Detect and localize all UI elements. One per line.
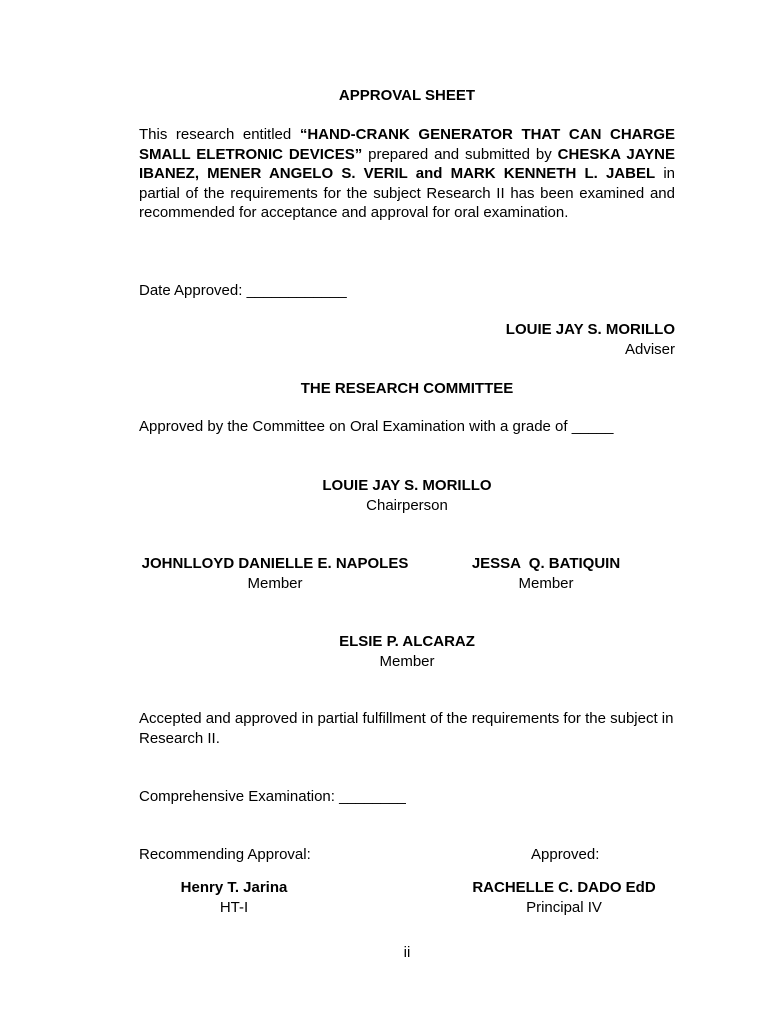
member3-role: Member (379, 652, 435, 670)
date-approved: Date Approved: ____________ (139, 282, 347, 299)
chairperson-name: LOUIE JAY S. MORILLO (322, 477, 492, 494)
approver-block (449, 878, 679, 917)
page-number: ii (403, 944, 411, 961)
approved-label: Approved: (531, 846, 600, 863)
adviser-name: LOUIE JAY S. MORILLO (505, 321, 675, 338)
comprehensive-exam: Comprehensive Examination: ________ (139, 788, 406, 805)
authors: CHESKA JAYNE IBANEZ, MENER ANGELO S. VERIL and MARK KENNETH L. JABEL (139, 145, 675, 182)
research-title: “HAND-CRANK GENERATOR THAT CAN CHARGE SMALL ELETRONIC DEVICES” (139, 126, 675, 163)
member2-block (446, 554, 646, 593)
recommender-name: Henry T. Jarina (180, 879, 288, 896)
committee-text: Approved by the Committee on Oral Examination with a grade of _____ (139, 418, 614, 435)
member1-block (125, 554, 425, 593)
acceptance-text: Accepted and approved in partial fulfillment of the requirements for the subject in Research II. (139, 710, 674, 747)
recommender-role: HT-I (219, 898, 249, 916)
intro-text-1: This research entitled (139, 126, 300, 143)
intro-paragraph (139, 125, 675, 223)
page-title: APPROVAL SHEET (338, 87, 476, 104)
intro-text-2: prepared and submitted by (362, 145, 558, 163)
adviser-role: Adviser (624, 340, 675, 358)
member1-role: Member (247, 574, 303, 592)
member1-name: JOHNLLOYD DANIELLE E. NAPOLES (141, 555, 409, 572)
intro-text-3: in partial of the requirements for the subject Research II has been examined and recommended for acceptance and approval for oral examination. (139, 165, 676, 221)
recommender-block (134, 878, 334, 917)
member3-name: ELSIE P. ALCARAZ (339, 633, 475, 650)
member2-name: JESSA Q. BATIQUIN (471, 555, 621, 572)
chairperson-block (0, 476, 768, 515)
committee-heading: THE RESEARCH COMMITTEE (300, 380, 514, 397)
approver-role: Principal IV (526, 898, 602, 916)
member3-block (0, 632, 768, 671)
chairperson-role: Chairperson (366, 496, 448, 514)
recommending-label: Recommending Approval: (139, 846, 311, 863)
approver-name: RACHELLE C. DADO EdD (472, 879, 656, 896)
adviser-block (139, 320, 675, 359)
member2-role: Member (518, 574, 574, 592)
